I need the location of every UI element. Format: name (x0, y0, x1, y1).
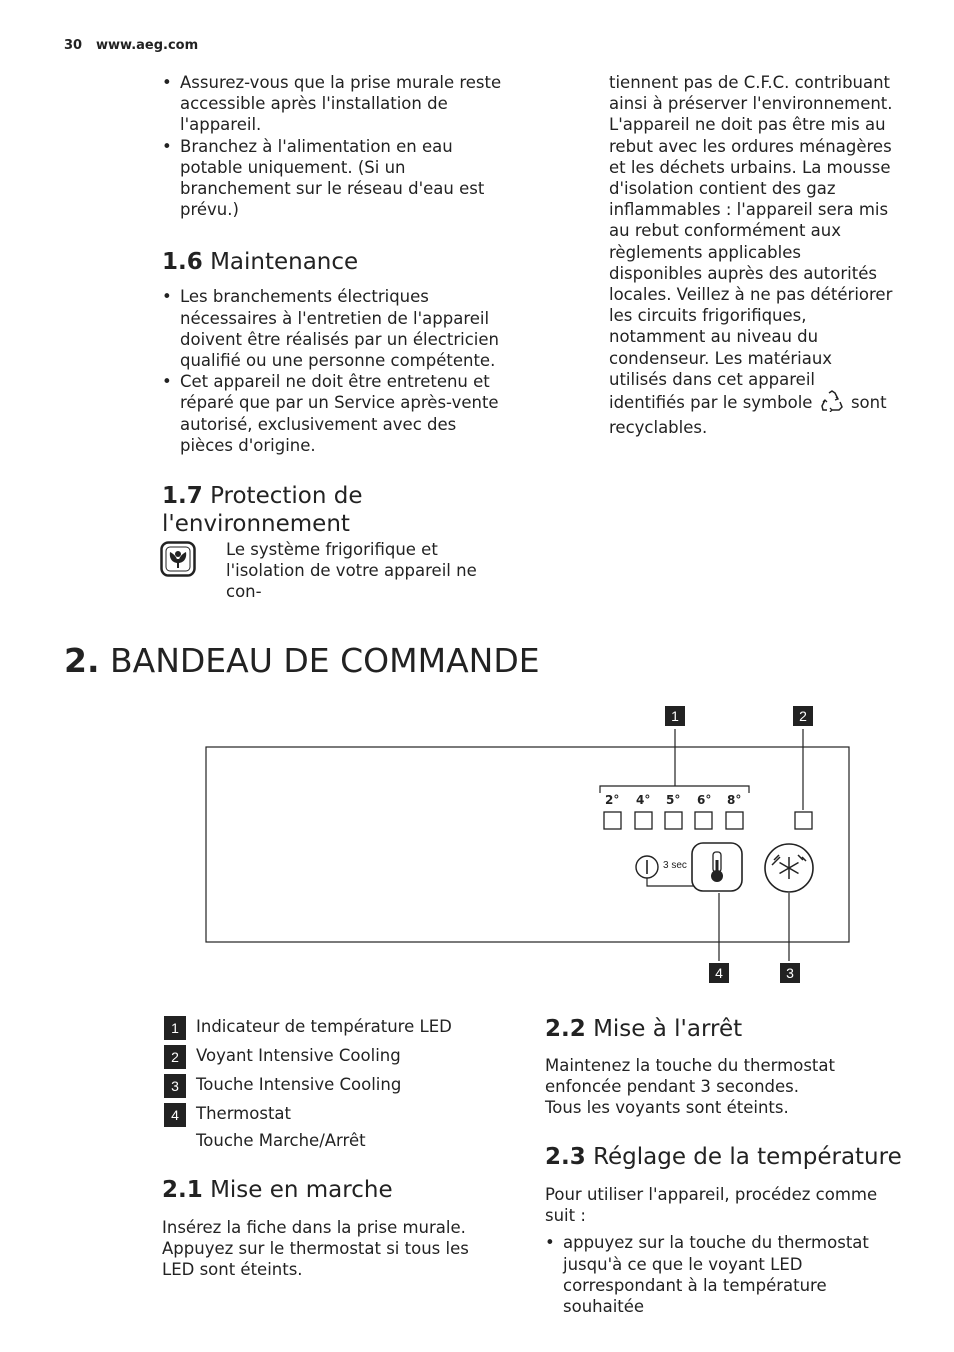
callout-2: 2 (793, 706, 813, 726)
section-title: Mise en marche (210, 1177, 393, 1203)
section-number: 2.3 (545, 1144, 586, 1170)
temp-label: 5° (666, 793, 681, 807)
led-square (695, 812, 712, 829)
legend-number: 4 (164, 1103, 186, 1127)
section-2-2-body (545, 1055, 890, 1119)
section-number: 2.2 (545, 1016, 586, 1042)
callout-4: 4 (709, 963, 729, 983)
led-square (726, 812, 743, 829)
site-url: www.aeg.com (96, 38, 199, 53)
environment-text: Le système frigorifique et l'isolation de votre appareil ne con- (226, 540, 477, 602)
section-heading-2-2 (545, 1015, 742, 1043)
section-heading-2-3 (545, 1143, 902, 1171)
legend-number: 3 (164, 1074, 186, 1098)
led-square (604, 812, 621, 829)
right-column-text-end: sont recyclables. (609, 393, 887, 438)
section-title-line2: l'environnement (162, 511, 350, 538)
chapter-title: BANDEAU DE COMMANDE (110, 641, 540, 680)
hold-label: 3 sec (663, 860, 687, 871)
section-number: 1.6 (162, 249, 203, 276)
section-title: Réglage de la température (593, 1144, 902, 1170)
legend-text: Touche Intensive Cooling (196, 1075, 402, 1094)
callout-1: 1 (665, 706, 685, 726)
section-2-2-text: Maintenez la touche du thermostat enfoncée pendant 3 secondes. (545, 1056, 835, 1097)
legend-text-extra: Touche Marche/Arrêt (196, 1131, 366, 1150)
legend-text: Voyant Intensive Cooling (196, 1046, 401, 1065)
right-column-text: tiennent pas de C.F.C. contribuant ainsi à préserver l'environnement. L'appareil ne doit pas être mis au rebut avec les ordures ménagères et les déchets urbains. La mousse d'isolation contient des gaz inflammables : l'appareil sera mis au rebut conformément aux règlements applicables disponibles auprès des autorités locales. Veillez à ne pas détériorer les circuits frigorifiques, notamment au niveau du condenseur. Les matériaux utilisés dans cet appareil identifiés par le symbole (609, 73, 893, 413)
callout-3: 3 (780, 963, 800, 983)
legend-text: Indicateur de température LED (196, 1017, 452, 1036)
legend-number: 2 (164, 1045, 186, 1069)
legend-text: Thermostat (196, 1104, 291, 1123)
section-title: Mise à l'arrêt (593, 1016, 743, 1042)
led-square (665, 812, 682, 829)
chapter-heading (64, 640, 540, 682)
section-2-1-body: Insérez la fiche dans la prise murale. Appuyez sur le thermostat si tous les LED sont éteints. (162, 1218, 469, 1280)
section-title: Maintenance (210, 249, 359, 276)
legend-number: 1 (164, 1016, 186, 1040)
intensive-cooling-led (795, 812, 812, 829)
section-title: Protection de (210, 483, 363, 510)
section-heading-2-1 (162, 1176, 393, 1204)
section-heading-1-6 (162, 248, 512, 276)
bullet-item: • Cet appareil ne doit être entretenu et réparé que par un Service après-vente autorisé, exclusivement avec des pièces d'origine. (162, 371, 512, 456)
recycling-plant-icon (160, 541, 196, 577)
section-2-2-text: Tous les voyants sont éteints. (545, 1098, 789, 1118)
right-column (609, 72, 894, 438)
section-number: 2.1 (162, 1177, 203, 1203)
section-heading-1-7 (162, 482, 512, 538)
control-panel-diagram (0, 700, 954, 1000)
left-column (162, 72, 512, 538)
bullet-item: • Les branchements électriques nécessaires à l'entretien de l'appareil doivent être réalisés par un électricien qualifié ou une personne compétente. (162, 286, 512, 371)
section-2-3-text: Pour utiliser l'appareil, procédez comme suit : (545, 1185, 878, 1226)
page-number: 30 (64, 38, 83, 53)
bullet-item: • Branchez à l'alimentation en eau potable uniquement. (Si un branchement sur le réseau d'eau est prévu.) (162, 136, 512, 221)
temp-label: 6° (697, 793, 712, 807)
temp-label: 4° (636, 793, 651, 807)
bullet-item: • Assurez-vous que la prise murale reste accessible après l'installation de l'appareil. (162, 72, 512, 136)
temp-label: 2° (605, 793, 620, 807)
section-2-3-body (545, 1184, 895, 1317)
temp-label: 8° (727, 793, 742, 807)
recycle-symbol-icon (820, 390, 844, 417)
led-square (635, 812, 652, 829)
section-number: 1.7 (162, 483, 203, 510)
chapter-number: 2. (64, 641, 100, 680)
bullet-item: • appuyez sur la touche du thermostat jusqu'à ce que le voyant LED correspondant à la température souhaitée (545, 1232, 895, 1317)
